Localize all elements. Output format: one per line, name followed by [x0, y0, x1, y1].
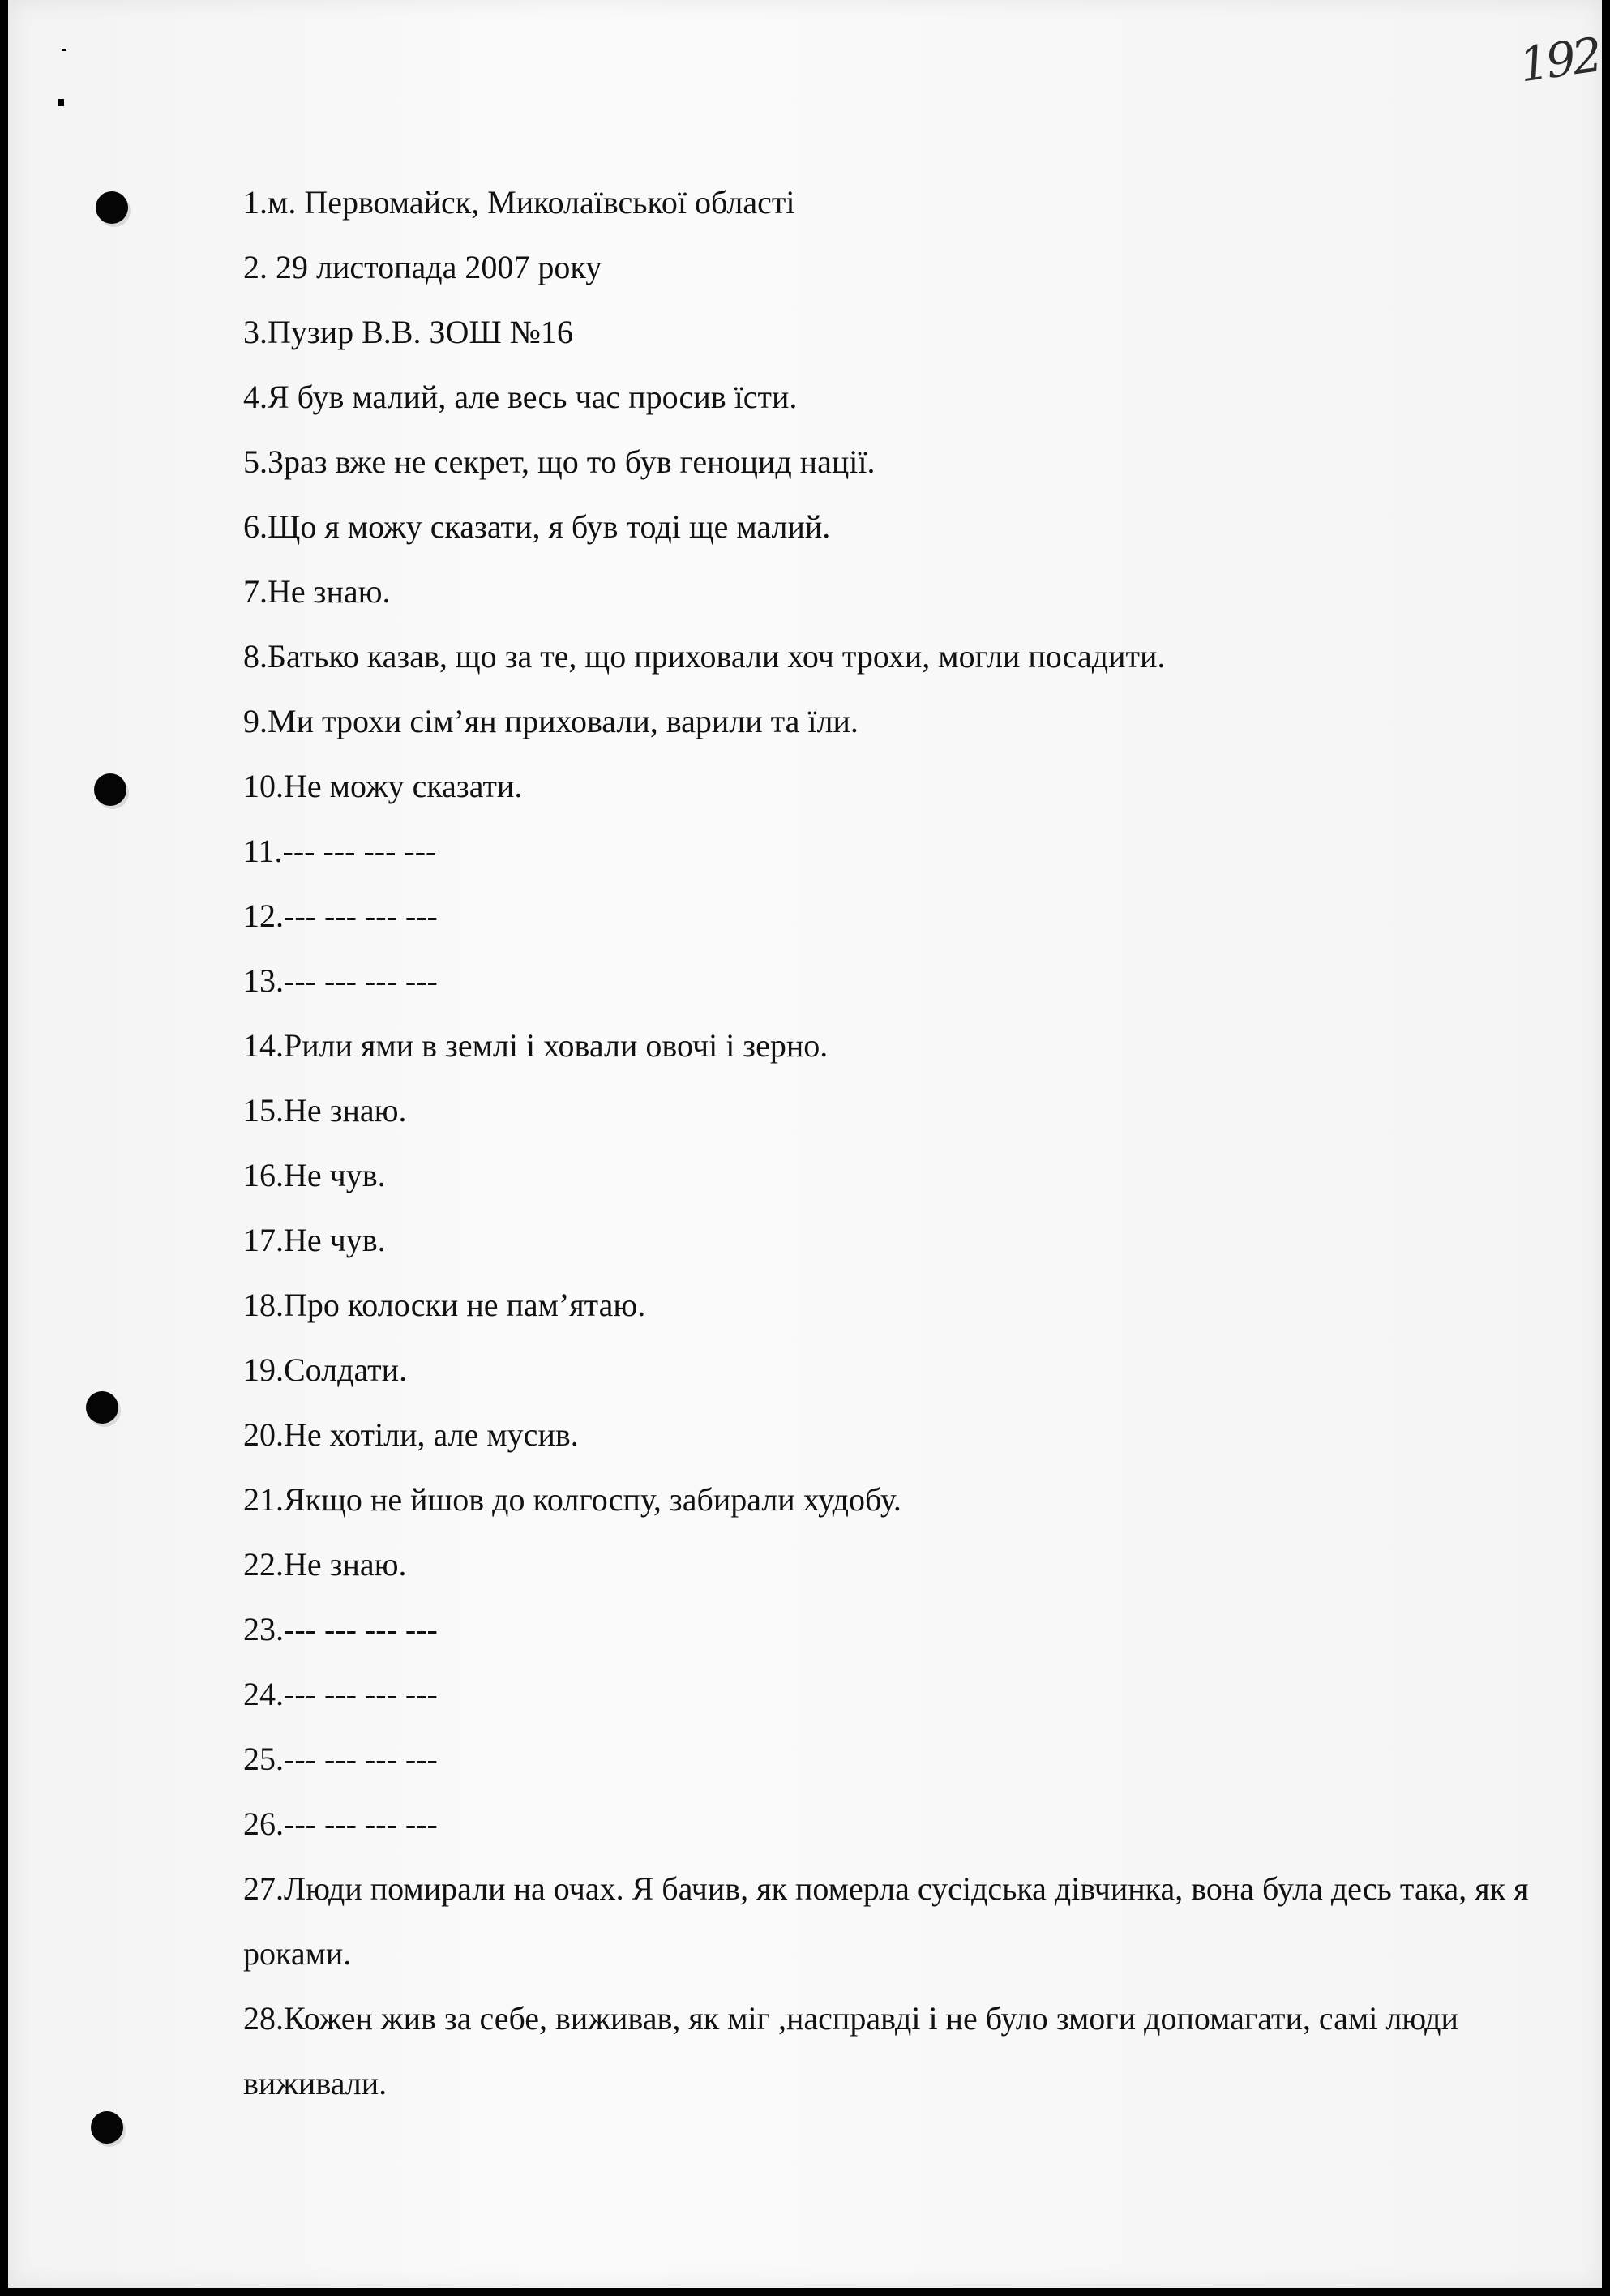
answer-item: 22.Не знаю. [243, 1546, 407, 1583]
answer-item: 8.Батько казав, що за те, що приховали хоч трохи, могли посадити. [243, 638, 1166, 675]
answer-item: 24.--- --- --- --- [243, 1676, 438, 1712]
punch-hole [91, 2111, 123, 2144]
answer-item: 18.Про колоски не пам’ятаю. [243, 1287, 646, 1323]
answer-item: 21.Якщо не йшов до колгоспу, забирали худобу. [243, 1481, 901, 1518]
answer-item: 14.Рили ями в землі і ховали овочі і зерно. [243, 1027, 829, 1064]
punch-hole [86, 1391, 118, 1424]
answer-item: 28.Кожен жив за себе, виживав, як міг ,насправді і не було змоги допомагати, самі люди виживали. [243, 2000, 1458, 2101]
answer-item: 13.--- --- --- --- [243, 962, 438, 999]
punch-hole [94, 773, 126, 806]
answer-item: 20.Не хотіли, але мусив. [243, 1416, 579, 1453]
answer-item: 5.Зраз вже не секрет, що то був геноцид нації. [243, 443, 876, 480]
handwritten-page-number: 192 [1515, 27, 1603, 93]
answer-item: 25.--- --- --- --- [243, 1741, 438, 1777]
answer-item: 27.Люди помирали на очах. Я бачив, як померла сусідська дівчинка, вона була десь така, як я роками. [243, 1870, 1529, 1972]
paper-sheet [8, 0, 1602, 2288]
answer-item: 9.Ми трохи сім’ян приховали, варили та їли. [243, 703, 859, 739]
answer-item: 10.Не можу сказати. [243, 768, 523, 804]
answer-item: 4.Я був малий, але весь час просив їсти. [243, 379, 798, 415]
answer-item: 2. 29 листопада 2007 року [243, 249, 602, 285]
answer-item: 16.Не чув. [243, 1157, 386, 1193]
answer-item: 7.Не знаю. [243, 573, 391, 610]
answer-item: 19.Солдати. [243, 1351, 408, 1388]
answer-item: 17.Не чув. [243, 1222, 386, 1258]
answer-item: 1.м. Первомайск, Миколаївської області [243, 184, 795, 221]
answer-item: 6.Що я можу сказати, я був тоді ще малий. [243, 508, 831, 545]
answer-item: 23.--- --- --- --- [243, 1611, 438, 1647]
answer-item: 3.Пузир В.В. ЗОШ №16 [243, 314, 573, 350]
scan-speck [62, 49, 66, 51]
answer-item: 15.Не знаю. [243, 1092, 407, 1129]
punch-hole [96, 191, 128, 224]
scan-speck [58, 99, 64, 106]
answer-list [243, 170, 1556, 2116]
answer-item: 11.--- --- --- --- [243, 833, 437, 869]
answer-item: 12.--- --- --- --- [243, 897, 438, 934]
answer-item: 26.--- --- --- --- [243, 1806, 438, 1842]
